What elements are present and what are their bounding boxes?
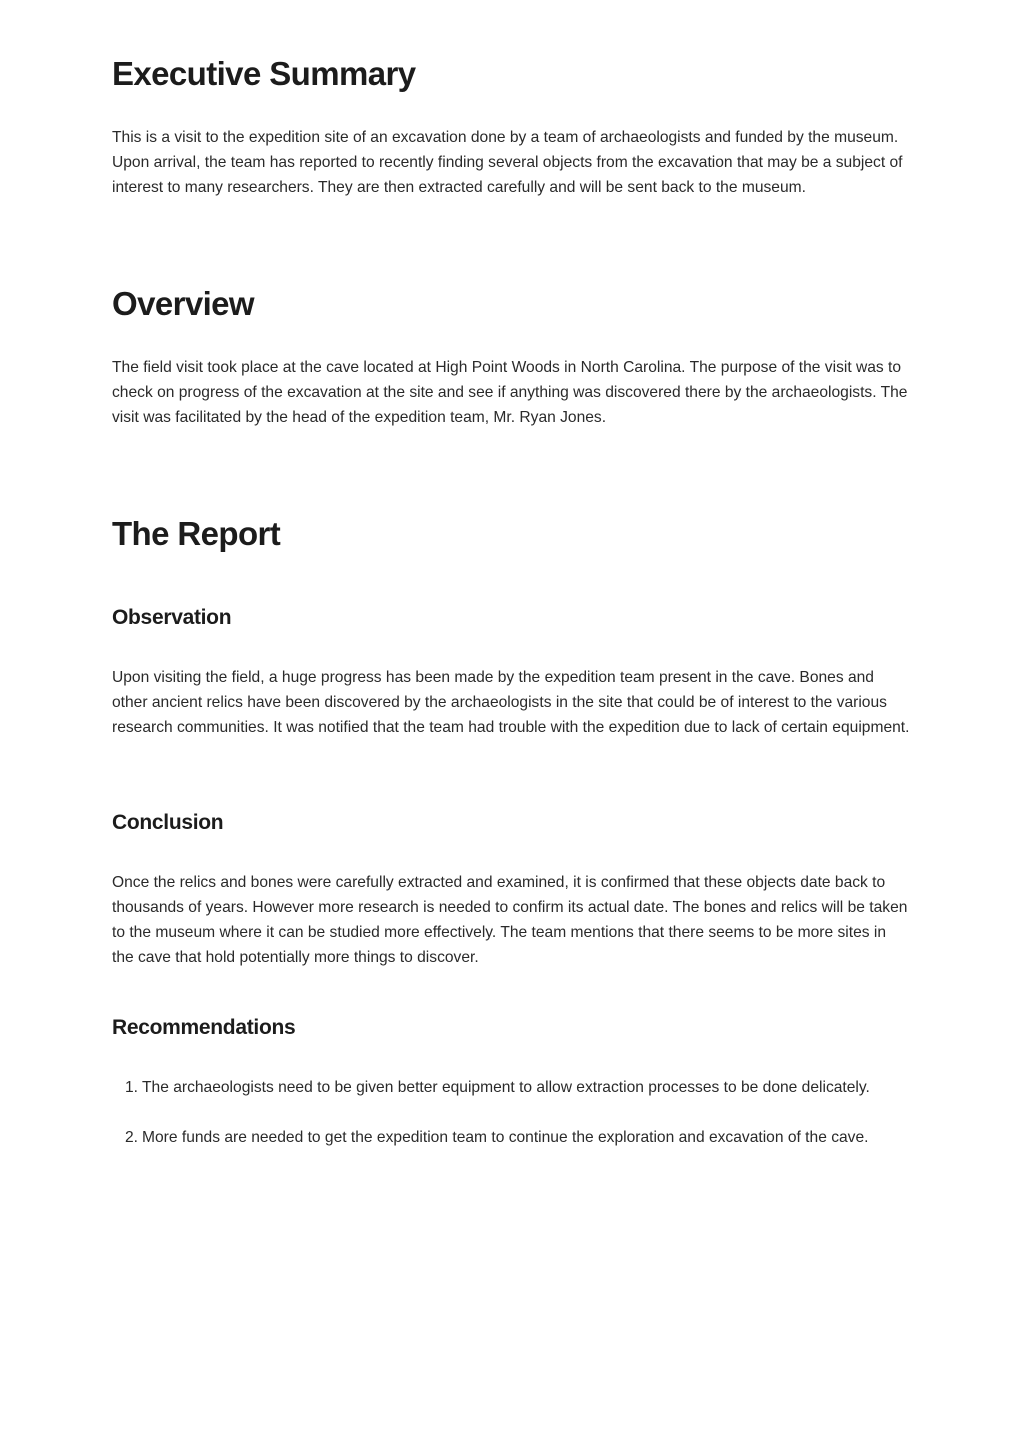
observation-heading: Observation [112,606,232,629]
list-item [112,1075,912,1100]
overview-text: The field visit took place at the cave located at High Point Woods in North Carolina. The purpose of the visit was to check on progress of the excavation at the site and see if anything was discovered there by the archaeologists. The visit was facilitated by the head of the expedition team, Mr. Ryan Jones. [112,359,908,426]
executive-summary-heading: Executive Summary [112,55,416,92]
list-item [112,1125,912,1150]
observation-text: Upon visiting the field, a huge progress has been made by the expedition team present in the cave. Bones and other ancient relics have been discovered by the archaeologists in the site that could be of interest to the various research communities. It was notified that the team had trouble with the expedition due to lack of certain equipment. [112,669,910,736]
list-item-text: More funds are needed to get the expedition team to continue the exploration and excavation of the cave. [142,1129,869,1146]
recommendations-heading: Recommendations [112,1016,296,1039]
list-item-text: The archaeologists need to be given better equipment to allow extraction processes to be done delicately. [142,1079,870,1096]
conclusion-text: Once the relics and bones were carefully extracted and examined, it is confirmed that these objects date back to thousands of years. However more research is needed to confirm its actual date. The bones and relics will be taken to the museum where it can be studied more effectively. The team mentions that there seems to be more sites in the cave that hold potentially more things to discover. [112,874,908,966]
recommendations-list [112,1075,912,1175]
list-item-number: 1. [125,1079,139,1096]
list-item-number: 2. [125,1129,139,1146]
report-heading: The Report [112,515,281,552]
executive-summary-text: This is a visit to the expedition site of an excavation done by a team of archaeologists and funded by the museum. Upon arrival, the team has reported to recently finding several objects from the excavation that may be a subject of interest to many researchers. They are then extracted carefully and will be sent back to the museum. [112,129,903,196]
overview-heading: Overview [112,285,254,322]
conclusion-heading: Conclusion [112,811,224,834]
